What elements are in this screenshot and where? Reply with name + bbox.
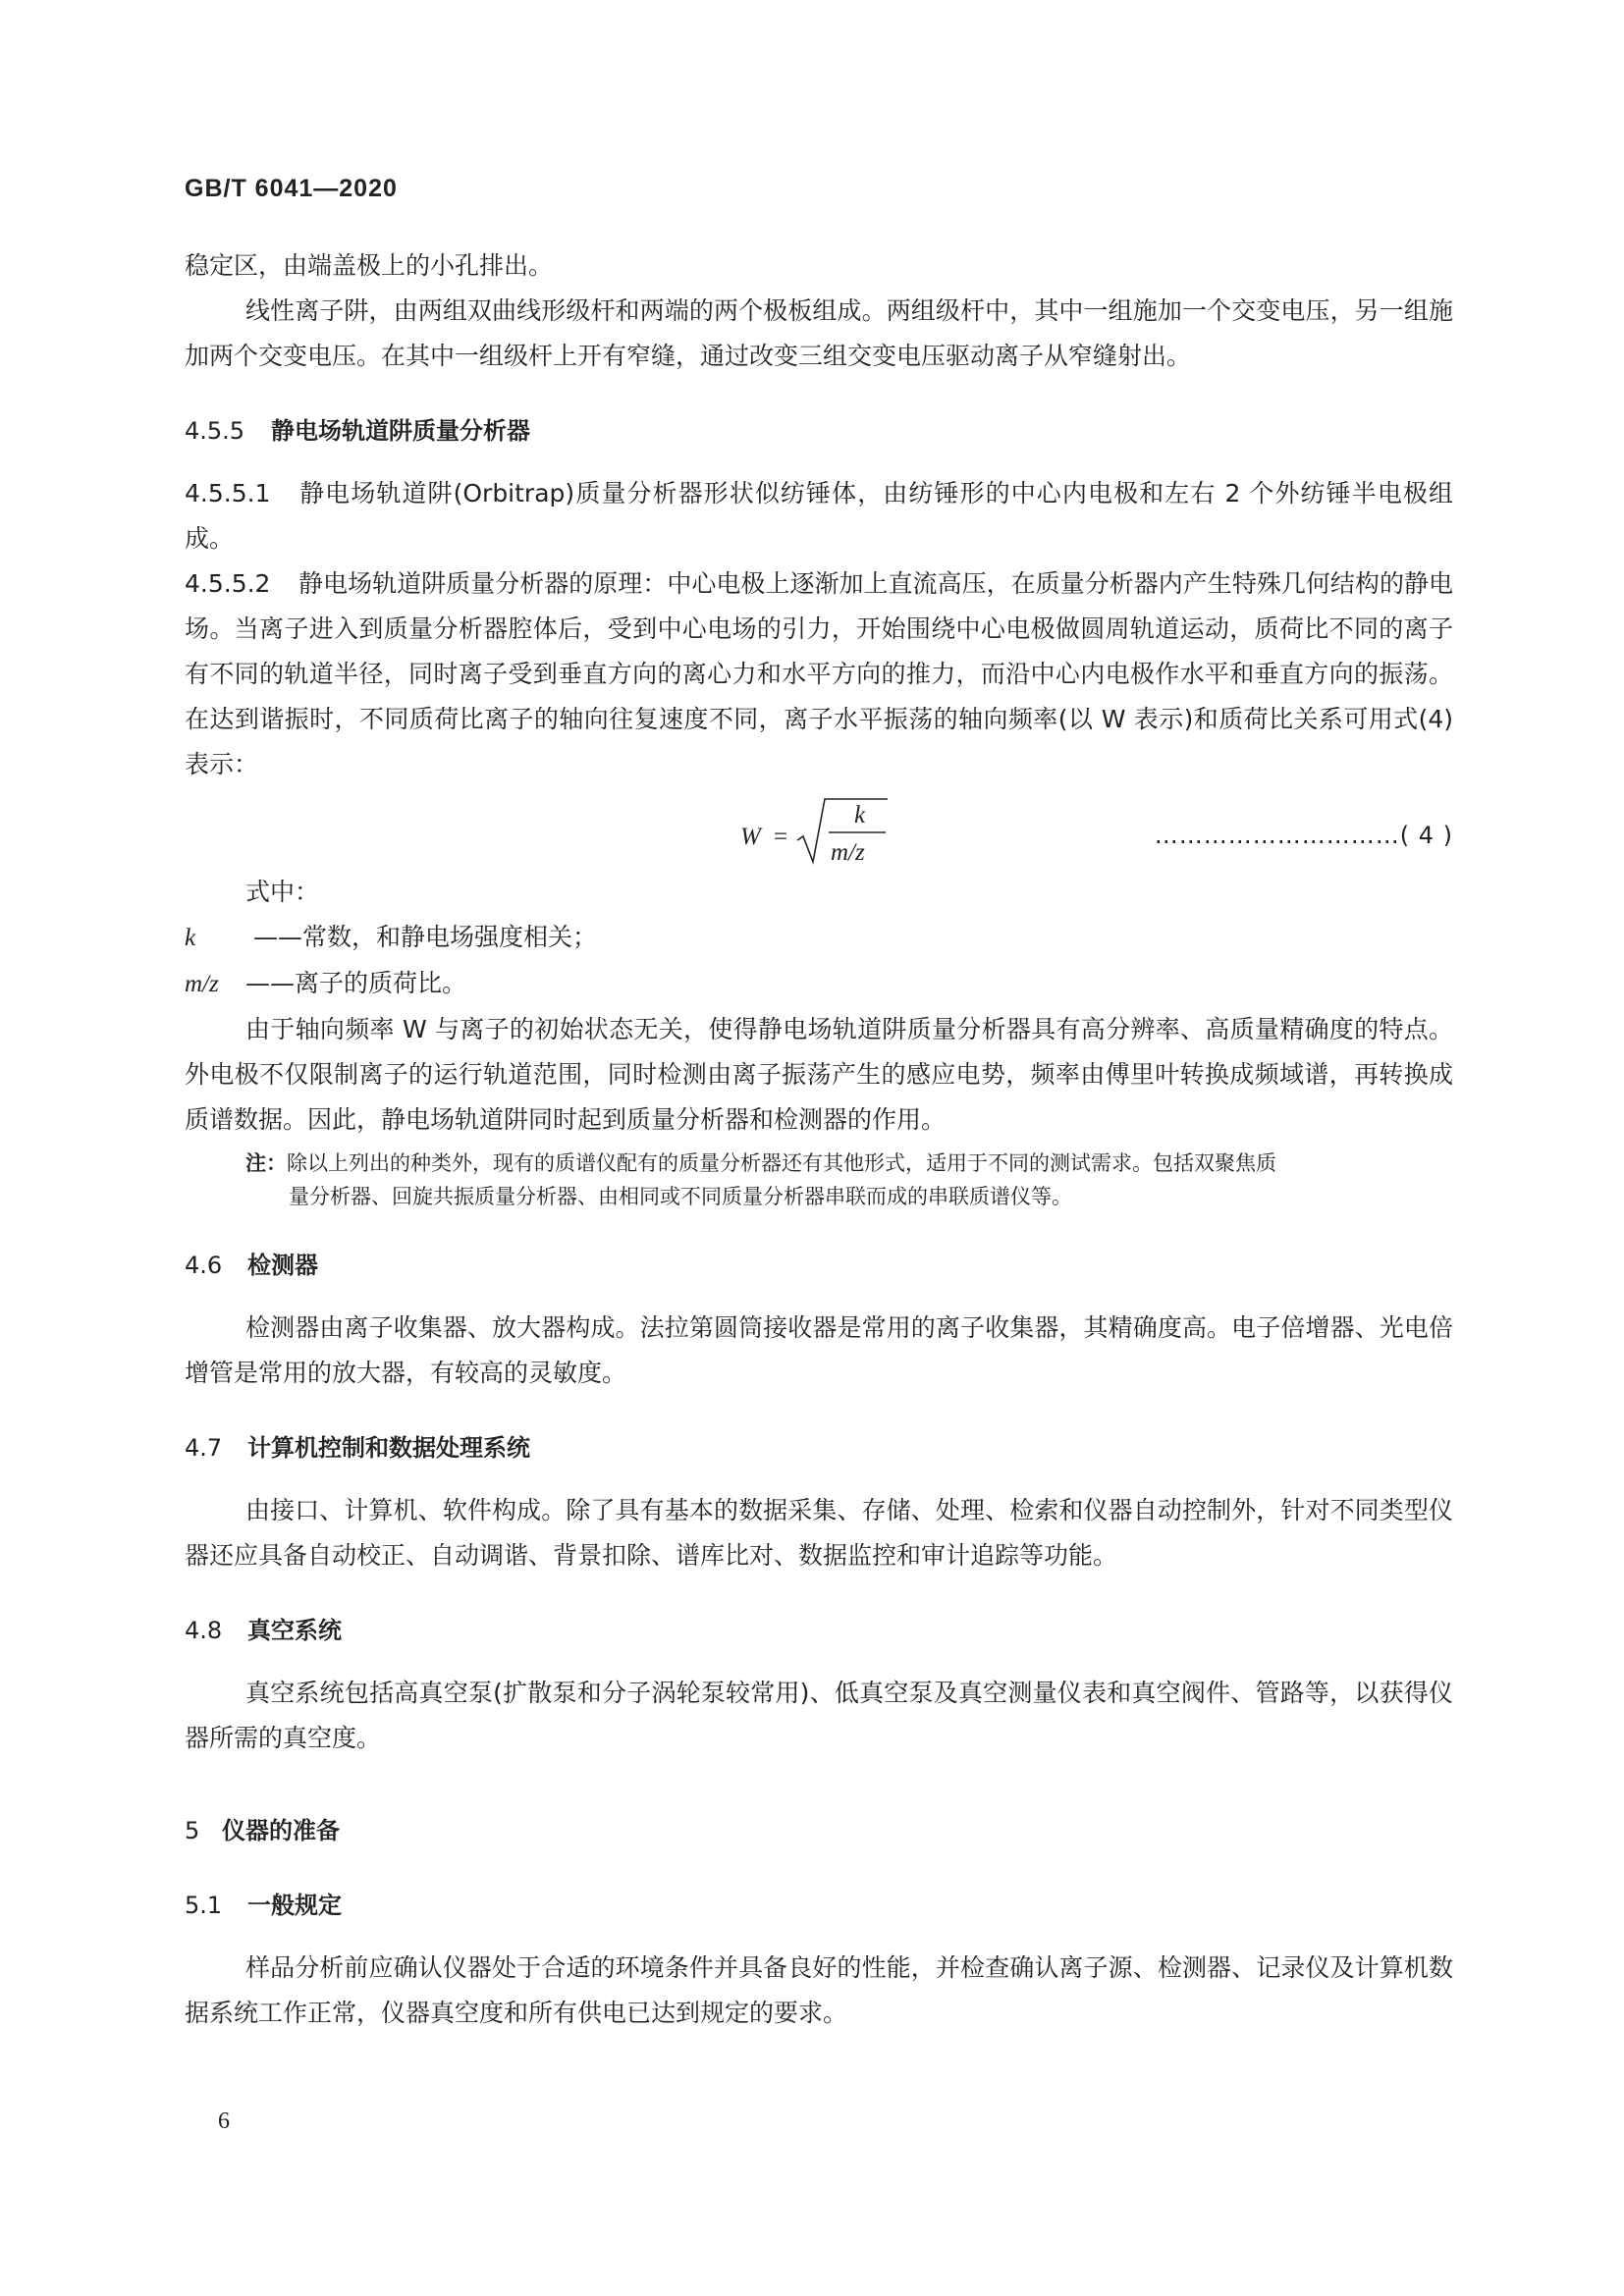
- clause-4-5-5-1: [185, 471, 1453, 561]
- paragraph: 线性离子阱，由两组双曲线形级杆和两端的两个极板组成。两组级杆中，其中一组施加一个交变电压，另一组施加两个交变电压。在其中一组级杆上开有窄缝，通过改变三组交变电压驱动离子从窄缝射出。: [185, 296, 1453, 370]
- paragraph: 检测器由离子收集器、放大器构成。法拉第圆筒接收器是常用的离子收集器，其精确度高。电子倍增器、光电倍增管是常用的放大器，有较高的灵敏度。: [185, 1313, 1453, 1387]
- variable-description: ——离子的质荷比。: [245, 969, 467, 997]
- section-number: 5: [185, 1817, 200, 1844]
- clause-number: 4.5.5.2: [185, 569, 271, 598]
- standard-id: GB/T 6041—2020: [185, 175, 398, 202]
- formula-numerator: k: [854, 802, 866, 828]
- section-heading-4-5-5: [185, 408, 1453, 454]
- section-number: 4.7: [185, 1434, 223, 1462]
- section-number: 4.8: [185, 1617, 223, 1644]
- formula-number: …………………………( 4 ): [1154, 822, 1453, 849]
- section-number: 4.5.5: [185, 417, 245, 445]
- section-title: 检测器: [247, 1252, 318, 1279]
- clause-number: 4.5.5.1: [185, 479, 271, 507]
- paragraph: 由于轴向频率 W 与离子的初始状态无关，使得静电场轨道阱质量分析器具有高分辨率、高质量精确度的特点。外电极不仅限制离子的运行轨道范围，同时检测由离子振荡产生的感应电势，频率由傅里叶转换成频域谱，再转换成质谱数据。因此，静电场轨道阱同时起到质量分析器和检测器的作用。: [185, 1015, 1453, 1134]
- section-heading-4-7: [185, 1425, 1453, 1470]
- section-number: 4.6: [185, 1252, 223, 1279]
- section-title: 静电场轨道阱质量分析器: [271, 417, 530, 445]
- note-text-line: 量分析器、回旋共振质量分析器、由相同或不同质量分析器串联而成的串联质谱仪等。: [289, 1185, 1072, 1208]
- note-label: 注：: [245, 1151, 287, 1175]
- variable-symbol: k: [185, 925, 196, 951]
- note: [185, 1147, 1453, 1213]
- body-content: [185, 243, 1453, 2036]
- formula-equals: =: [774, 824, 788, 850]
- section-title: 仪器的准备: [222, 1817, 340, 1844]
- variable-description: ——常数，和静电场强度相关；: [253, 923, 598, 951]
- paragraph: 稳定区，由端盖极上的小孔排出。: [185, 251, 554, 280]
- paragraph: 真空系统包括高真空泵(扩散泵和分子涡轮泵较常用)、低真空泵及真空测量仪表和真空阀件、管路等，以获得仪器所需的真空度。: [185, 1679, 1453, 1752]
- section-title: 一般规定: [247, 1892, 342, 1919]
- formula-lhs: W: [740, 824, 761, 850]
- note-text-line: 除以上列出的种类外，现有的质谱仪配有的质量分析器还有其他形式，适用于不同的测试需求。包括双聚焦质: [287, 1151, 1276, 1175]
- clause-text: 静电场轨道阱质量分析器的原理：中心电极上逐渐加上直流高压，在质量分析器内产生特殊几何结构的静电场。当离子进入到质量分析器腔体后，受到中心电场的引力，开始围绕中心电极做圆周轨道运动，质荷比不同的离子有不同的轨道半径，同时离子受到垂直方向的离心力和水平方向的推力，而沿中心内电极作水平和垂直方向的振荡。在达到谐振时，不同质荷比离子的轴向往复速度不同，离子水平振荡的轴向频率(以 W 表示)和质荷比关系可用式(4)表示：: [185, 569, 1453, 778]
- formula-denominator: m/z: [831, 839, 865, 866]
- section-heading-4-8: [185, 1608, 1453, 1653]
- clause-4-5-5-2: [185, 561, 1453, 787]
- clause-text: 静电场轨道阱(Orbitrap)质量分析器形状似纺锤体，由纺锤形的中心内电极和左右 2 个外纺锤半电极组成。: [185, 479, 1453, 553]
- section-number: 5.1: [185, 1892, 223, 1919]
- formula-row: [185, 787, 1453, 870]
- where-label: 式中：: [245, 878, 320, 906]
- section-heading-4-6: [185, 1243, 1453, 1288]
- section-heading-5: [185, 1808, 1453, 1853]
- variable-symbol: m/z: [185, 971, 219, 997]
- section-title: 计算机控制和数据处理系统: [247, 1434, 530, 1462]
- page-number: 6: [218, 2109, 230, 2134]
- variable-definition: [185, 915, 1453, 961]
- section-heading-5-1: [185, 1883, 1453, 1928]
- section-title: 真空系统: [247, 1617, 342, 1644]
- paragraph: 样品分析前应确认仪器处于合适的环境条件并具备良好的性能，并检查确认离子源、检测器、记录仪及计算机数据系统工作正常，仪器真空度和所有供电已达到规定的要求。: [185, 1953, 1453, 2027]
- variable-definition: [185, 961, 1453, 1007]
- paragraph: 由接口、计算机、软件构成。除了具有基本的数据采集、存储、处理、检索和仪器自动控制外，针对不同类型仪器还应具备自动校正、自动调谐、背景扣除、谱库比对、数据监控和审计追踪等功能。: [185, 1496, 1453, 1570]
